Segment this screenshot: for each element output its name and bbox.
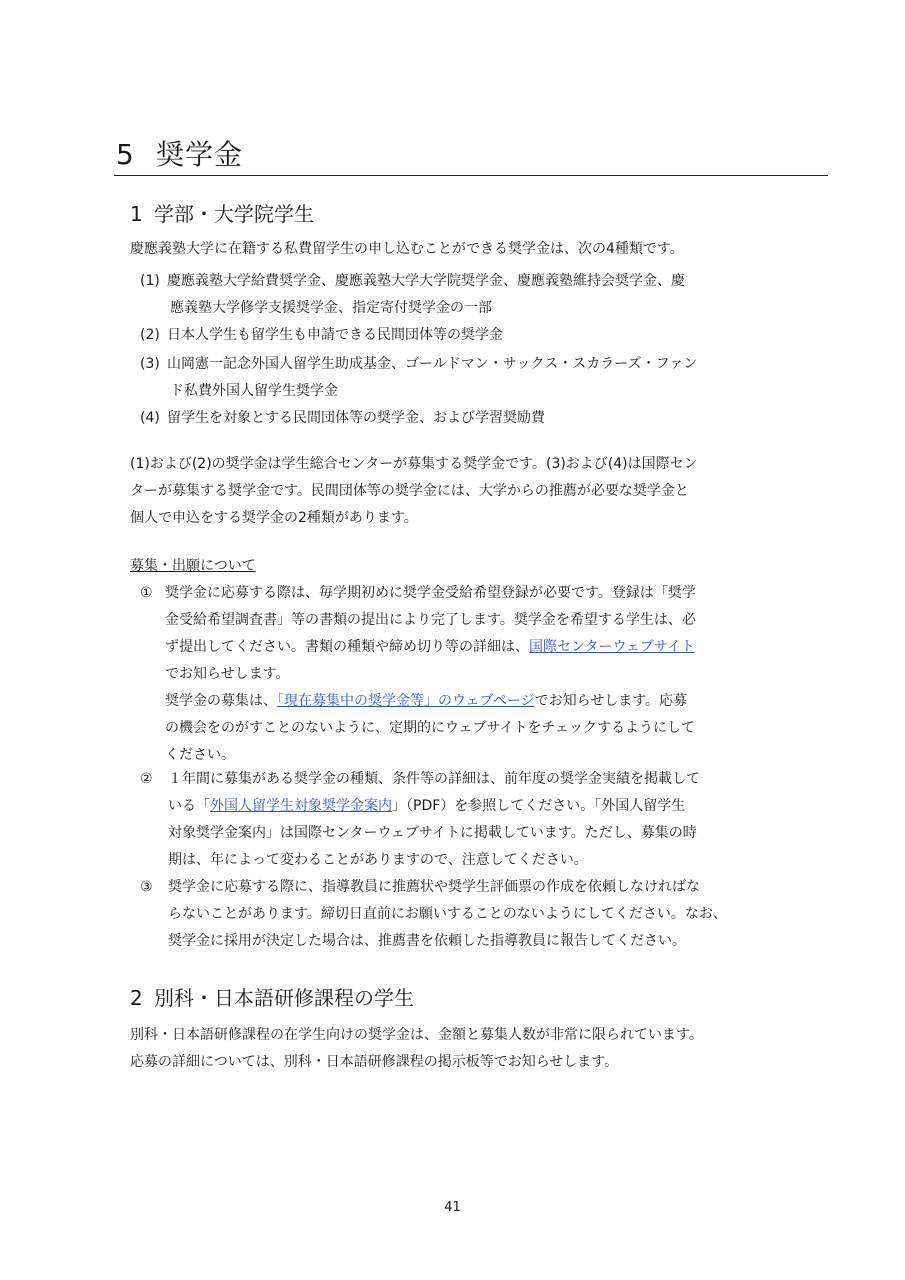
note-line: 個人で申込をする奨学金の2種類があります。 [130,510,418,526]
text-fragment: いる「 [168,798,210,814]
subheading: 募集・出願について [130,558,256,574]
list-item-text: 金受給希望調査書」等の書類の提出により完了します。奨学金を希望する学生は、必 [165,612,696,628]
list-marker: ③ [140,879,153,895]
section-2-heading [130,984,414,1012]
list-marker: ① [140,585,153,601]
list-item-text: 留学生を対象とする民間団体等の奨学金、および学習奨励費 [167,410,545,426]
section-1-heading [130,200,314,228]
list-item-text: 対象奨学金案内」は国際センターウェブサイトに掲載しています。ただし、募集の時 [168,825,697,841]
list-item-text: ください。 [165,747,235,763]
section-1-intro: 慶應義塾大学に在籍する私費留学生の申し込むことができる奨学金は、次の4種類です。 [130,241,684,257]
text-fragment: でお知らせします。応募 [534,693,688,709]
text-fragment: 奨学金の募集は、 [165,693,277,709]
link-scholarship-guide-pdf[interactable]: 外国人留学生対象奨学金案内 [210,798,392,814]
list-item-text: 期は、年によって変わることがありますので、注意してください。 [168,852,588,868]
list-item-text: 慶應義塾大学給費奨学金、慶應義塾大学大学院奨学金、慶應義塾維持会奨学金、慶 [167,273,685,289]
list-marker: (3) [140,356,160,372]
text-fragment: ず提出してください。書類の種類や締め切り等の詳細は、 [165,639,529,655]
chapter-divider [114,175,828,176]
chapter-title [116,138,828,172]
section-2-title: 別科・日本語研修課程の学生 [154,986,414,1010]
section-2-text: 別科・日本語研修課程の在学生向けの奨学金は、金額と募集人数が非常に限られています。 [130,1027,703,1043]
list-marker: (4) [140,410,160,426]
list-item-text: 日本人学生も留学生も申請できる民間団体等の奨学金 [167,327,503,343]
list-marker: (1) [140,273,160,289]
list-item-text: １年間に募集がある奨学金の種類、条件等の詳細は、前年度の奨学金実績を掲載して [168,771,700,787]
list-item-text: の機会をのがすことのないように、定期的にウェブサイトをチェックするようにして [165,720,696,736]
list-item-text: らないことがあります。締切日直前にお願いすることのないようにしてください。なお、 [168,906,727,922]
chapter-number: 5 [116,138,135,171]
list-item-text [165,688,687,715]
section-2-number: 2 [130,986,143,1010]
link-international-center-website[interactable]: 国際センターウェブサイト [529,639,695,655]
chapter-title-text: 奨学金 [156,138,244,171]
note-line: (1)および(2)の奨学金は学生総合センターが募集する奨学金です。(3)および(4)は国際セン [130,456,698,472]
list-marker: ② [140,771,153,787]
list-item-text: ド私費外国人留学生奨学金 [170,383,338,399]
link-current-scholarships-page[interactable]: 「現在募集中の奨学金等」のウェブページ [277,693,535,709]
list-item-text: 山岡憲一記念外国人留学生助成基金、ゴールドマン・サックス・スカラーズ・ファン [167,356,698,372]
list-item-text: 奨学金に応募する際は、毎学期初めに奨学金受給希望登録が必要です。登録は「奨学 [165,585,696,601]
list-item-text: 奨学金に応募する際に、指導教員に推薦状や奨学生評価票の作成を依頼しなければな [168,879,700,895]
section-1-number: 1 [130,202,143,226]
list-item-text: 奨学金に採用が決定した場合は、推薦書を依頼した指導教員に報告してください。 [168,933,686,949]
text-fragment: 」（PDF）を参照してください。「外国人留学生 [392,798,686,814]
note-line: ターが募集する奨学金です。民間団体等の奨学金には、大学からの推薦が必要な奨学金と [130,483,689,499]
page-number: 41 [444,1200,461,1215]
list-item-text [165,634,695,661]
section-1-title: 学部・大学院学生 [154,202,314,226]
section-2-text: 応募の詳細については、別科・日本語研修課程の掲示板等でお知らせします。 [130,1054,619,1070]
list-item-text [168,793,685,820]
list-marker: (2) [140,327,160,343]
list-item-text: でお知らせします。 [165,666,290,682]
list-item-text: 應義塾大学修学支援奨学金、指定寄付奨学金の一部 [170,300,492,316]
